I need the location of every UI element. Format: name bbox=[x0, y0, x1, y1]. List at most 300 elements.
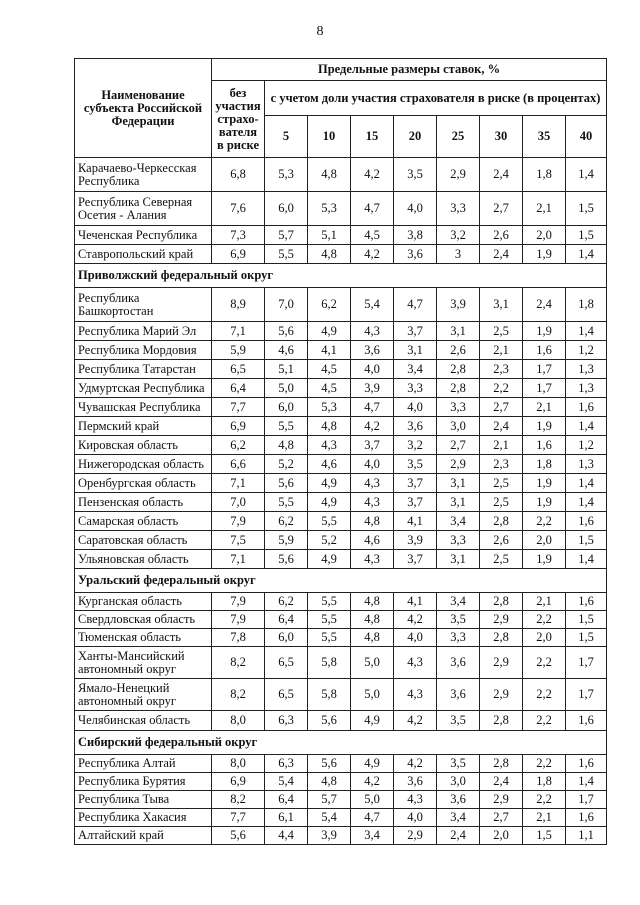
rate-cell: 4,3 bbox=[351, 322, 394, 341]
region-name: Республика Алтай bbox=[75, 755, 212, 773]
rate-cell: 4,7 bbox=[351, 192, 394, 226]
rate-cell: 2,9 bbox=[480, 611, 523, 629]
rate-cell: 8,9 bbox=[212, 288, 265, 322]
rate-cell: 1,7 bbox=[566, 647, 607, 679]
rate-cell: 4,8 bbox=[351, 629, 394, 647]
section-title: Сибирский федеральный округ bbox=[75, 731, 607, 755]
header-rates-title: Предельные размеры ставок, % bbox=[212, 59, 607, 81]
rate-cell: 1,5 bbox=[566, 192, 607, 226]
table-row bbox=[75, 647, 607, 679]
rate-cell: 4,3 bbox=[351, 474, 394, 493]
rate-cell: 3,7 bbox=[394, 493, 437, 512]
rate-cell: 3,6 bbox=[351, 341, 394, 360]
rate-cell: 6,9 bbox=[212, 417, 265, 436]
rate-cell: 4,6 bbox=[265, 341, 308, 360]
rate-cell: 1,6 bbox=[566, 593, 607, 611]
rate-cell: 4,8 bbox=[351, 593, 394, 611]
rate-cell: 6,2 bbox=[308, 288, 351, 322]
region-name: Республика Северная Осетия - Алания bbox=[75, 192, 212, 226]
rate-cell: 1,8 bbox=[523, 158, 566, 192]
region-name: Республика Башкортостан bbox=[75, 288, 212, 322]
rate-cell: 2,7 bbox=[480, 809, 523, 827]
region-name: Челябинская область bbox=[75, 711, 212, 731]
rate-cell: 4,2 bbox=[351, 417, 394, 436]
rate-cell: 5,4 bbox=[351, 288, 394, 322]
rate-cell: 3,7 bbox=[394, 474, 437, 493]
rate-cell: 2,9 bbox=[480, 791, 523, 809]
rate-cell: 1,7 bbox=[566, 791, 607, 809]
rate-cell: 6,2 bbox=[265, 512, 308, 531]
header-share-20: 20 bbox=[394, 116, 437, 158]
rate-cell: 6,9 bbox=[212, 245, 265, 264]
table-row bbox=[75, 436, 607, 455]
region-name: Ульяновская область bbox=[75, 550, 212, 569]
region-name: Республика Тыва bbox=[75, 791, 212, 809]
rate-cell: 1,7 bbox=[566, 679, 607, 711]
rate-cell: 5,3 bbox=[265, 158, 308, 192]
table-row bbox=[75, 398, 607, 417]
rate-cell: 3,7 bbox=[394, 550, 437, 569]
rate-cell: 6,3 bbox=[265, 711, 308, 731]
rate-cell: 4,2 bbox=[394, 711, 437, 731]
rate-cell: 2,1 bbox=[523, 192, 566, 226]
rate-cell: 6,6 bbox=[212, 455, 265, 474]
rate-cell: 4,1 bbox=[394, 512, 437, 531]
rate-cell: 1,5 bbox=[566, 629, 607, 647]
rate-cell: 2,2 bbox=[523, 611, 566, 629]
table-row bbox=[75, 629, 607, 647]
rate-cell: 5,1 bbox=[308, 226, 351, 245]
rate-cell: 8,2 bbox=[212, 647, 265, 679]
rate-cell: 2,2 bbox=[523, 755, 566, 773]
rate-cell: 4,3 bbox=[351, 493, 394, 512]
region-name: Удмуртская Республика bbox=[75, 379, 212, 398]
rate-cell: 8,2 bbox=[212, 679, 265, 711]
rate-cell: 1,5 bbox=[566, 611, 607, 629]
rate-cell: 2,2 bbox=[523, 647, 566, 679]
rate-cell: 3,1 bbox=[437, 474, 480, 493]
region-name: Кировская область bbox=[75, 436, 212, 455]
table-row bbox=[75, 755, 607, 773]
rate-cell: 2,4 bbox=[523, 288, 566, 322]
rate-cell: 2,0 bbox=[523, 531, 566, 550]
rate-cell: 5,2 bbox=[265, 455, 308, 474]
rate-cell: 2,3 bbox=[480, 455, 523, 474]
rate-cell: 3,3 bbox=[394, 379, 437, 398]
rate-cell: 4,0 bbox=[351, 455, 394, 474]
region-name: Чеченская Республика bbox=[75, 226, 212, 245]
rate-cell: 6,9 bbox=[212, 773, 265, 791]
section-row bbox=[75, 264, 607, 288]
rate-cell: 6,3 bbox=[265, 755, 308, 773]
rate-cell: 4,8 bbox=[308, 158, 351, 192]
rate-cell: 5,9 bbox=[265, 531, 308, 550]
rate-cell: 2,8 bbox=[437, 379, 480, 398]
rate-cell: 4,3 bbox=[351, 550, 394, 569]
rate-cell: 3,6 bbox=[394, 773, 437, 791]
rate-cell: 2,5 bbox=[480, 550, 523, 569]
rate-cell: 1,4 bbox=[566, 417, 607, 436]
rate-cell: 2,8 bbox=[480, 512, 523, 531]
rate-cell: 6,4 bbox=[212, 379, 265, 398]
rate-cell: 4,0 bbox=[394, 398, 437, 417]
rate-cell: 4,7 bbox=[394, 288, 437, 322]
table-row bbox=[75, 417, 607, 436]
table-row bbox=[75, 791, 607, 809]
rate-cell: 4,8 bbox=[351, 512, 394, 531]
rate-cell: 2,7 bbox=[437, 436, 480, 455]
rate-cell: 5,6 bbox=[212, 827, 265, 845]
rate-cell: 2,8 bbox=[437, 360, 480, 379]
rate-cell: 4,3 bbox=[394, 647, 437, 679]
rate-cell: 3,6 bbox=[437, 791, 480, 809]
header-share-10: 10 bbox=[308, 116, 351, 158]
rate-cell: 2,2 bbox=[523, 512, 566, 531]
rate-cell: 2,2 bbox=[480, 379, 523, 398]
rate-cell: 1,3 bbox=[566, 379, 607, 398]
rate-cell: 1,7 bbox=[523, 379, 566, 398]
rate-cell: 4,6 bbox=[351, 531, 394, 550]
table-row bbox=[75, 550, 607, 569]
rate-cell: 7,9 bbox=[212, 593, 265, 611]
rate-cell: 4,9 bbox=[351, 755, 394, 773]
rate-cell: 3,9 bbox=[351, 379, 394, 398]
rate-cell: 7,0 bbox=[265, 288, 308, 322]
section-title: Уральский федеральный округ bbox=[75, 569, 607, 593]
table-row bbox=[75, 360, 607, 379]
rate-cell: 3,1 bbox=[437, 550, 480, 569]
rate-cell: 2,1 bbox=[523, 593, 566, 611]
rate-cell: 4,2 bbox=[351, 245, 394, 264]
header-share-5: 5 bbox=[265, 116, 308, 158]
rate-cell: 4,0 bbox=[394, 629, 437, 647]
rate-cell: 4,2 bbox=[351, 773, 394, 791]
rate-cell: 5,8 bbox=[308, 647, 351, 679]
table-row bbox=[75, 379, 607, 398]
rate-cell: 2,1 bbox=[523, 809, 566, 827]
rate-cell: 3,1 bbox=[394, 341, 437, 360]
rate-cell: 1,4 bbox=[566, 773, 607, 791]
rate-cell: 1,2 bbox=[566, 341, 607, 360]
rate-cell: 5,6 bbox=[308, 711, 351, 731]
rate-cell: 2,9 bbox=[394, 827, 437, 845]
rate-cell: 1,8 bbox=[523, 773, 566, 791]
region-name: Алтайский край bbox=[75, 827, 212, 845]
rate-cell: 1,9 bbox=[523, 417, 566, 436]
header-share-40: 40 bbox=[566, 116, 607, 158]
rate-cell: 5,0 bbox=[351, 647, 394, 679]
rate-cell: 5,5 bbox=[265, 417, 308, 436]
rate-cell: 7,7 bbox=[212, 809, 265, 827]
region-name: Республика Бурятия bbox=[75, 773, 212, 791]
region-name: Пермский край bbox=[75, 417, 212, 436]
header-share-30: 30 bbox=[480, 116, 523, 158]
rate-cell: 3,3 bbox=[437, 531, 480, 550]
rate-cell: 6,2 bbox=[265, 593, 308, 611]
rate-cell: 1,7 bbox=[523, 360, 566, 379]
region-name: Самарская область bbox=[75, 512, 212, 531]
rate-cell: 3,0 bbox=[437, 417, 480, 436]
rate-cell: 1,9 bbox=[523, 245, 566, 264]
rate-cell: 4,8 bbox=[351, 611, 394, 629]
rate-cell: 5,5 bbox=[308, 512, 351, 531]
rate-cell: 3,5 bbox=[437, 611, 480, 629]
rate-cell: 1,2 bbox=[566, 436, 607, 455]
region-name: Пензенская область bbox=[75, 493, 212, 512]
rate-cell: 1,4 bbox=[566, 245, 607, 264]
rate-cell: 3,6 bbox=[394, 245, 437, 264]
rate-cell: 5,3 bbox=[308, 398, 351, 417]
table-row bbox=[75, 593, 607, 611]
rate-cell: 2,4 bbox=[480, 245, 523, 264]
rate-cell: 3,3 bbox=[437, 398, 480, 417]
rate-cell: 4,2 bbox=[394, 611, 437, 629]
rate-cell: 5,7 bbox=[308, 791, 351, 809]
rate-cell: 2,2 bbox=[523, 679, 566, 711]
rate-cell: 1,6 bbox=[566, 755, 607, 773]
rate-cell: 2,0 bbox=[523, 629, 566, 647]
rate-cell: 1,6 bbox=[566, 398, 607, 417]
rate-cell: 2,6 bbox=[480, 226, 523, 245]
rate-cell: 7,9 bbox=[212, 611, 265, 629]
rate-cell: 1,6 bbox=[566, 711, 607, 731]
rate-cell: 1,1 bbox=[566, 827, 607, 845]
rate-cell: 3,9 bbox=[394, 531, 437, 550]
table-row bbox=[75, 341, 607, 360]
rate-cell: 4,8 bbox=[308, 417, 351, 436]
rate-cell: 2,4 bbox=[437, 827, 480, 845]
table-row bbox=[75, 809, 607, 827]
table-row bbox=[75, 827, 607, 845]
table-row bbox=[75, 288, 607, 322]
header-share-25: 25 bbox=[437, 116, 480, 158]
region-name: Свердловская область bbox=[75, 611, 212, 629]
rate-cell: 2,1 bbox=[480, 341, 523, 360]
page-number: 8 bbox=[316, 24, 324, 39]
table-row bbox=[75, 226, 607, 245]
rate-cell: 5,7 bbox=[265, 226, 308, 245]
rate-cell: 5,0 bbox=[265, 379, 308, 398]
rate-cell: 7,1 bbox=[212, 322, 265, 341]
rate-cell: 5,6 bbox=[265, 550, 308, 569]
rate-cell: 3,6 bbox=[394, 417, 437, 436]
rate-cell: 4,9 bbox=[351, 711, 394, 731]
rate-cell: 6,0 bbox=[265, 398, 308, 417]
rate-cell: 5,0 bbox=[351, 679, 394, 711]
rate-cell: 3,9 bbox=[437, 288, 480, 322]
rate-cell: 2,8 bbox=[480, 755, 523, 773]
rate-cell: 3,0 bbox=[437, 773, 480, 791]
rate-cell: 5,5 bbox=[308, 593, 351, 611]
rate-cell: 1,6 bbox=[523, 436, 566, 455]
rate-cell: 4,2 bbox=[351, 158, 394, 192]
table-row bbox=[75, 679, 607, 711]
rate-cell: 2,8 bbox=[480, 711, 523, 731]
rate-cell: 4,8 bbox=[265, 436, 308, 455]
region-name: Ханты-Мансийский автономный округ bbox=[75, 647, 212, 679]
rate-cell: 3,1 bbox=[480, 288, 523, 322]
rate-cell: 5,4 bbox=[265, 773, 308, 791]
rates-table bbox=[74, 58, 607, 845]
rate-cell: 2,1 bbox=[523, 398, 566, 417]
rate-cell: 2,8 bbox=[480, 593, 523, 611]
rate-cell: 6,0 bbox=[265, 629, 308, 647]
rate-cell: 4,9 bbox=[308, 493, 351, 512]
section-title: Приволжский федеральный округ bbox=[75, 264, 607, 288]
rate-cell: 3,1 bbox=[437, 322, 480, 341]
rate-cell: 2,3 bbox=[480, 360, 523, 379]
rate-cell: 4,1 bbox=[308, 341, 351, 360]
table-row bbox=[75, 611, 607, 629]
rate-cell: 1,3 bbox=[566, 455, 607, 474]
rate-cell: 4,3 bbox=[394, 679, 437, 711]
region-name: Карачаево-Черкесская Республика bbox=[75, 158, 212, 192]
rate-cell: 2,5 bbox=[480, 322, 523, 341]
table-row bbox=[75, 245, 607, 264]
section-row bbox=[75, 731, 607, 755]
rate-cell: 6,8 bbox=[212, 158, 265, 192]
rate-cell: 2,9 bbox=[480, 679, 523, 711]
rate-cell: 4,6 bbox=[308, 455, 351, 474]
region-name: Республика Татарстан bbox=[75, 360, 212, 379]
rate-cell: 4,2 bbox=[394, 755, 437, 773]
rate-cell: 4,8 bbox=[308, 773, 351, 791]
rate-cell: 1,4 bbox=[566, 474, 607, 493]
table-row bbox=[75, 711, 607, 731]
rate-cell: 1,4 bbox=[566, 158, 607, 192]
rate-cell: 4,9 bbox=[308, 474, 351, 493]
rate-cell: 1,6 bbox=[523, 341, 566, 360]
header-no-participation: без участия страхо-вателя в риске bbox=[212, 81, 265, 158]
rate-cell: 3,5 bbox=[437, 711, 480, 731]
rate-cell: 3,4 bbox=[394, 360, 437, 379]
rate-cell: 1,4 bbox=[566, 550, 607, 569]
rate-cell: 6,4 bbox=[265, 611, 308, 629]
header-share-15: 15 bbox=[351, 116, 394, 158]
rate-cell: 6,5 bbox=[265, 647, 308, 679]
rate-cell: 2,5 bbox=[480, 474, 523, 493]
rate-cell: 3,2 bbox=[394, 436, 437, 455]
rate-cell: 7,6 bbox=[212, 192, 265, 226]
rate-cell: 5,4 bbox=[308, 809, 351, 827]
rate-cell: 3,7 bbox=[394, 322, 437, 341]
region-name: Республика Марий Эл bbox=[75, 322, 212, 341]
rate-cell: 1,4 bbox=[566, 322, 607, 341]
rate-cell: 3 bbox=[437, 245, 480, 264]
rate-cell: 2,9 bbox=[480, 647, 523, 679]
table-row bbox=[75, 455, 607, 474]
rate-cell: 5,8 bbox=[308, 679, 351, 711]
rate-cell: 2,8 bbox=[480, 629, 523, 647]
rate-cell: 5,5 bbox=[265, 245, 308, 264]
rate-cell: 2,9 bbox=[437, 158, 480, 192]
region-name: Курганская область bbox=[75, 593, 212, 611]
rate-cell: 6,5 bbox=[265, 679, 308, 711]
rate-cell: 1,6 bbox=[566, 512, 607, 531]
rate-cell: 7,3 bbox=[212, 226, 265, 245]
region-name: Саратовская область bbox=[75, 531, 212, 550]
rate-cell: 2,7 bbox=[480, 192, 523, 226]
rate-cell: 4,9 bbox=[308, 550, 351, 569]
rate-cell: 5,6 bbox=[265, 322, 308, 341]
table-row bbox=[75, 512, 607, 531]
rate-cell: 4,7 bbox=[351, 809, 394, 827]
rate-cell: 2,5 bbox=[480, 493, 523, 512]
rate-cell: 1,4 bbox=[566, 493, 607, 512]
rate-cell: 2,9 bbox=[437, 455, 480, 474]
rate-cell: 4,3 bbox=[308, 436, 351, 455]
table-row bbox=[75, 192, 607, 226]
rate-cell: 4,5 bbox=[351, 226, 394, 245]
rate-cell: 7,5 bbox=[212, 531, 265, 550]
rate-cell: 1,9 bbox=[523, 322, 566, 341]
rate-cell: 5,1 bbox=[265, 360, 308, 379]
rate-cell: 7,1 bbox=[212, 474, 265, 493]
rate-cell: 5,5 bbox=[308, 611, 351, 629]
rate-cell: 6,0 bbox=[265, 192, 308, 226]
table-row bbox=[75, 158, 607, 192]
rate-cell: 5,5 bbox=[265, 493, 308, 512]
header-share-35: 35 bbox=[523, 116, 566, 158]
table-row bbox=[75, 773, 607, 791]
rate-cell: 2,7 bbox=[480, 398, 523, 417]
rate-cell: 4,0 bbox=[394, 192, 437, 226]
region-name: Ставропольский край bbox=[75, 245, 212, 264]
rate-cell: 2,4 bbox=[480, 158, 523, 192]
rate-cell: 1,8 bbox=[523, 455, 566, 474]
rate-cell: 3,3 bbox=[437, 629, 480, 647]
rate-cell: 4,0 bbox=[394, 809, 437, 827]
rate-cell: 2,2 bbox=[523, 711, 566, 731]
rate-cell: 1,8 bbox=[566, 288, 607, 322]
rate-cell: 2,1 bbox=[480, 436, 523, 455]
rate-cell: 4,5 bbox=[308, 379, 351, 398]
rate-cell: 5,3 bbox=[308, 192, 351, 226]
rate-cell: 8,2 bbox=[212, 791, 265, 809]
rate-cell: 2,0 bbox=[523, 226, 566, 245]
rate-cell: 5,0 bbox=[351, 791, 394, 809]
rate-cell: 6,4 bbox=[265, 791, 308, 809]
rate-cell: 8,0 bbox=[212, 755, 265, 773]
rate-cell: 4,8 bbox=[308, 245, 351, 264]
rate-cell: 8,0 bbox=[212, 711, 265, 731]
rate-cell: 5,9 bbox=[212, 341, 265, 360]
rate-cell: 4,1 bbox=[394, 593, 437, 611]
rate-cell: 3,4 bbox=[437, 593, 480, 611]
rate-cell: 2,6 bbox=[480, 531, 523, 550]
rate-cell: 3,9 bbox=[308, 827, 351, 845]
rate-cell: 3,6 bbox=[437, 679, 480, 711]
rate-cell: 4,9 bbox=[308, 322, 351, 341]
table-row bbox=[75, 474, 607, 493]
rate-cell: 4,3 bbox=[394, 791, 437, 809]
region-name: Республика Хакасия bbox=[75, 809, 212, 827]
rate-cell: 3,2 bbox=[437, 226, 480, 245]
rate-cell: 1,5 bbox=[523, 827, 566, 845]
rate-cell: 2,4 bbox=[480, 773, 523, 791]
table-row bbox=[75, 531, 607, 550]
rate-cell: 1,5 bbox=[566, 531, 607, 550]
header-with-participation: с учетом доли участия страхователя в риске (в процентах) bbox=[265, 81, 607, 116]
rate-cell: 1,9 bbox=[523, 493, 566, 512]
section-row bbox=[75, 569, 607, 593]
rate-cell: 1,6 bbox=[566, 809, 607, 827]
rate-cell: 7,8 bbox=[212, 629, 265, 647]
rate-cell: 2,2 bbox=[523, 791, 566, 809]
table-row bbox=[75, 322, 607, 341]
region-name: Нижегородская область bbox=[75, 455, 212, 474]
rate-cell: 4,4 bbox=[265, 827, 308, 845]
